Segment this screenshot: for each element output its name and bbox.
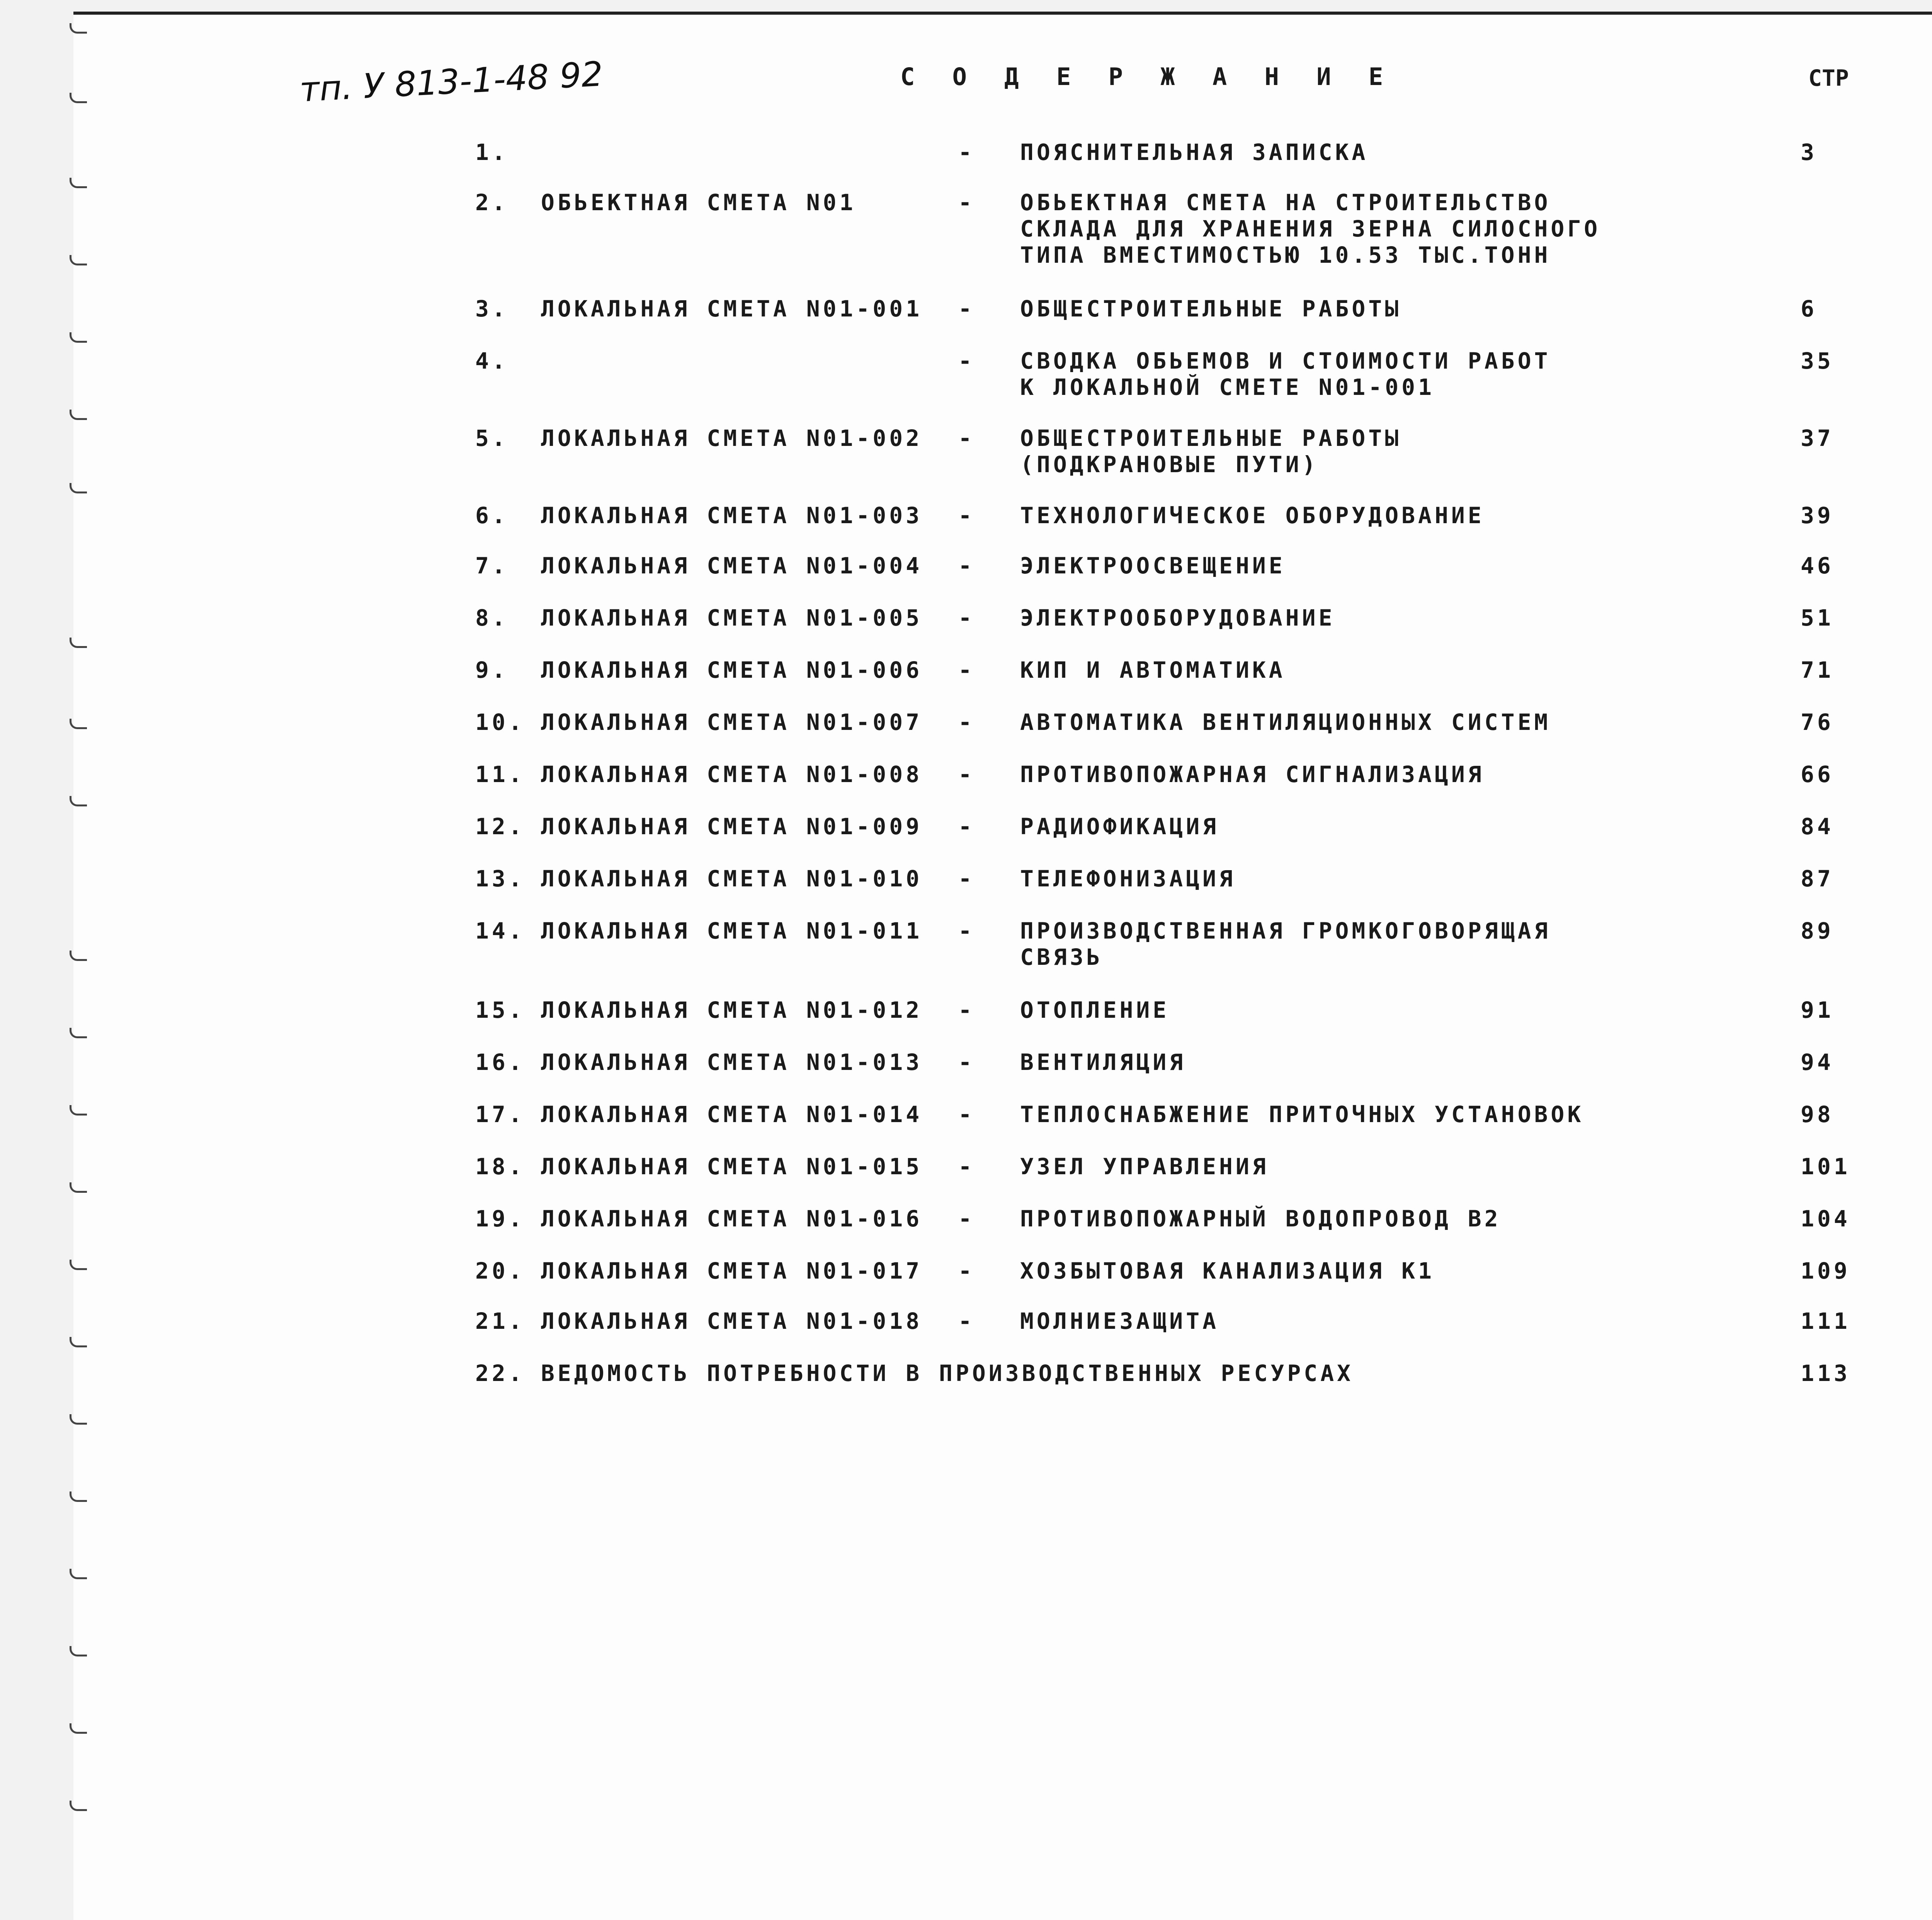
toc-dash: - [958,1258,975,1284]
toc-page-number: 6 [1801,296,1817,322]
toc-description: ХОЗБЫТОВАЯ КАНАЛИЗАЦИЯ К1 [1020,1258,1435,1284]
toc-dash: - [958,1308,975,1334]
toc-page-number: 46 [1801,553,1834,579]
toc-dash: - [958,997,975,1023]
toc-page-number: 66 [1801,761,1834,787]
toc-number: 21. [475,1308,525,1334]
binding-tick [70,951,87,961]
toc-estimate-name: ЛОКАЛЬНАЯ СМЕТА N01-007 [541,709,923,735]
toc-description: АВТОМАТИКА ВЕНТИЛЯЦИОННЫХ СИСТЕМ [1020,709,1551,735]
document-sheet [73,12,1932,1920]
toc-dash: - [958,866,975,892]
toc-estimate-name: ЛОКАЛЬНАЯ СМЕТА N01-014 [541,1101,923,1128]
binding-tick [70,719,87,729]
toc-estimate-name: ВЕДОМОСТЬ ПОТРЕБНОСТИ В ПРОИЗВОДСТВЕННЫХ РЕСУРСАХ [541,1360,1354,1386]
toc-estimate-name: ЛОКАЛЬНАЯ СМЕТА N01-017 [541,1258,923,1284]
toc-page-number: 91 [1801,997,1834,1023]
binding-tick [70,638,87,648]
toc-description: СВОДКА ОБЬЕМОВ И СТОИМОСТИ РАБОТ К ЛОКАЛЬНОЙ СМЕТЕ N01-001 [1020,348,1551,400]
toc-estimate-name: ЛОКАЛЬНАЯ СМЕТА N01-012 [541,997,923,1023]
toc-estimate-name: ЛОКАЛЬНАЯ СМЕТА N01-011 [541,918,923,944]
toc-dash: - [958,1206,975,1232]
toc-number: 6. [475,502,509,529]
toc-dash: - [958,553,975,579]
document-id: тп. У 813-1-48 92 [298,54,604,110]
toc-description: ОБЬЕКТНАЯ СМЕТА НА СТРОИТЕЛЬСТВО СКЛАДА ДЛЯ ХРАНЕНИЯ ЗЕРНА СИЛОСНОГО ТИПА ВМЕСТИМОСТЬЮ 10.53 ТЫС.ТОНН [1020,189,1601,268]
toc-description: ЭЛЕКТРООБОРУДОВАНИЕ [1020,605,1335,631]
toc-dash: - [958,189,975,216]
toc-page-number: 111 [1801,1308,1850,1334]
toc-description: ТЕХНОЛОГИЧЕСКОЕ ОБОРУДОВАНИЕ [1020,502,1485,529]
toc-dash: - [958,1153,975,1180]
toc-page-number: 87 [1801,866,1834,892]
toc-estimate-name: ЛОКАЛЬНАЯ СМЕТА N01-001 [541,296,923,322]
toc-estimate-name: ЛОКАЛЬНАЯ СМЕТА N01-009 [541,813,923,840]
binding-tick [70,1801,87,1811]
toc-description: ПРОТИВОПОЖАРНАЯ СИГНАЛИЗАЦИЯ [1020,761,1485,787]
binding-tick [70,1414,87,1425]
toc-number: 1. [475,139,509,165]
binding-tick [70,1723,87,1734]
binding-tick [70,1182,87,1193]
binding-tick [70,1260,87,1270]
toc-dash: - [958,761,975,787]
toc-page-number: 3 [1801,139,1817,165]
toc-estimate-name: ЛОКАЛЬНАЯ СМЕТА N01-008 [541,761,923,787]
binding-tick [70,410,87,420]
binding-tick [70,1646,87,1656]
toc-dash: - [958,1101,975,1128]
toc-number: 8. [475,605,509,631]
binding-tick [70,23,87,34]
toc-description: ОТОПЛЕНИЕ [1020,997,1170,1023]
toc-estimate-name: ЛОКАЛЬНАЯ СМЕТА N01-006 [541,657,923,683]
toc-page-number: 113 [1801,1360,1850,1386]
toc-description: ПОЯСНИТЕЛЬНАЯ ЗАПИСКА [1020,139,1369,165]
page-column-header: СТР [1808,65,1849,91]
toc-estimate-name: ЛОКАЛЬНАЯ СМЕТА N01-002 [541,425,923,451]
toc-estimate-name: ЛОКАЛЬНАЯ СМЕТА N01-005 [541,605,923,631]
page-title: С О Д Е Р Ж А Н И Е [900,63,1395,91]
binding-tick [70,93,87,103]
toc-page-number: 84 [1801,813,1834,840]
toc-description: ВЕНТИЛЯЦИЯ [1020,1049,1186,1075]
toc-page-number: 104 [1801,1206,1850,1232]
toc-number: 7. [475,553,509,579]
toc-dash: - [958,918,975,944]
toc-description: КИП И АВТОМАТИКА [1020,657,1286,683]
toc-dash: - [958,296,975,322]
toc-estimate-name: ЛОКАЛЬНАЯ СМЕТА N01-013 [541,1049,923,1075]
toc-description: ОБЩЕСТРОИТЕЛЬНЫЕ РАБОТЫ [1020,296,1402,322]
toc-dash: - [958,605,975,631]
toc-page-number: 37 [1801,425,1834,451]
toc-dash: - [958,813,975,840]
toc-number: 15. [475,997,525,1023]
toc-description: УЗЕЛ УПРАВЛЕНИЯ [1020,1153,1269,1180]
binding-tick [70,1337,87,1347]
toc-number: 17. [475,1101,525,1128]
toc-estimate-name: ЛОКАЛЬНАЯ СМЕТА N01-018 [541,1308,923,1334]
binding-tick [70,1105,87,1116]
toc-number: 19. [475,1206,525,1232]
toc-number: 2. [475,189,509,216]
binding-tick [70,796,87,806]
toc-number: 11. [475,761,525,787]
toc-dash: - [958,657,975,683]
toc-number: 20. [475,1258,525,1284]
toc-dash: - [958,709,975,735]
toc-dash: - [958,139,975,165]
toc-number: 4. [475,348,509,374]
toc-description: РАДИОФИКАЦИЯ [1020,813,1219,840]
toc-page-number: 89 [1801,918,1834,944]
toc-number: 12. [475,813,525,840]
toc-page-number: 101 [1801,1153,1850,1180]
toc-dash: - [958,1049,975,1075]
toc-page-number: 51 [1801,605,1834,631]
binding-tick [70,255,87,265]
toc-estimate-name: ЛОКАЛЬНАЯ СМЕТА N01-010 [541,866,923,892]
toc-page-number: 94 [1801,1049,1834,1075]
toc-number: 3. [475,296,509,322]
toc-number: 16. [475,1049,525,1075]
binding-tick [70,483,87,493]
toc-number: 5. [475,425,509,451]
toc-estimate-name: ОБЬЕКТНАЯ СМЕТА N01 [541,189,856,216]
toc-description: ПРОТИВОПОЖАРНЫЙ ВОДОПРОВОД В2 [1020,1206,1501,1232]
toc-page-number: 98 [1801,1101,1834,1128]
toc-number: 10. [475,709,525,735]
toc-description: МОЛНИЕЗАЩИТА [1020,1308,1219,1334]
toc-description: ТЕЛЕФОНИЗАЦИЯ [1020,866,1236,892]
toc-number: 9. [475,657,509,683]
toc-number: 22. [475,1360,525,1386]
toc-estimate-name: ЛОКАЛЬНАЯ СМЕТА N01-015 [541,1153,923,1180]
toc-page-number: 39 [1801,502,1834,529]
binding-tick [70,1028,87,1038]
toc-page-number: 71 [1801,657,1834,683]
toc-page-number: 35 [1801,348,1834,374]
toc-description: ЭЛЕКТРООСВЕЩЕНИЕ [1020,553,1286,579]
toc-page-number: 76 [1801,709,1834,735]
toc-description: ОБЩЕСТРОИТЕЛЬНЫЕ РАБОТЫ (ПОДКРАНОВЫЕ ПУТИ) [1020,425,1402,478]
toc-dash: - [958,425,975,451]
toc-dash: - [958,348,975,374]
toc-page-number: 109 [1801,1258,1850,1284]
toc-description: ТЕПЛОСНАБЖЕНИЕ ПРИТОЧНЫХ УСТАНОВОК [1020,1101,1584,1128]
toc-dash: - [958,502,975,529]
binding-tick [70,332,87,343]
toc-description: ПРОИЗВОДСТВЕННАЯ ГРОМКОГОВОРЯЩАЯ СВЯЗЬ [1020,918,1551,970]
toc-estimate-name: ЛОКАЛЬНАЯ СМЕТА N01-016 [541,1206,923,1232]
binding-tick [70,178,87,188]
binding-tick [70,1491,87,1502]
toc-number: 14. [475,918,525,944]
toc-number: 18. [475,1153,525,1180]
toc-estimate-name: ЛОКАЛЬНАЯ СМЕТА N01-004 [541,553,923,579]
binding-tick [70,1569,87,1579]
toc-estimate-name: ЛОКАЛЬНАЯ СМЕТА N01-003 [541,502,923,529]
toc-number: 13. [475,866,525,892]
